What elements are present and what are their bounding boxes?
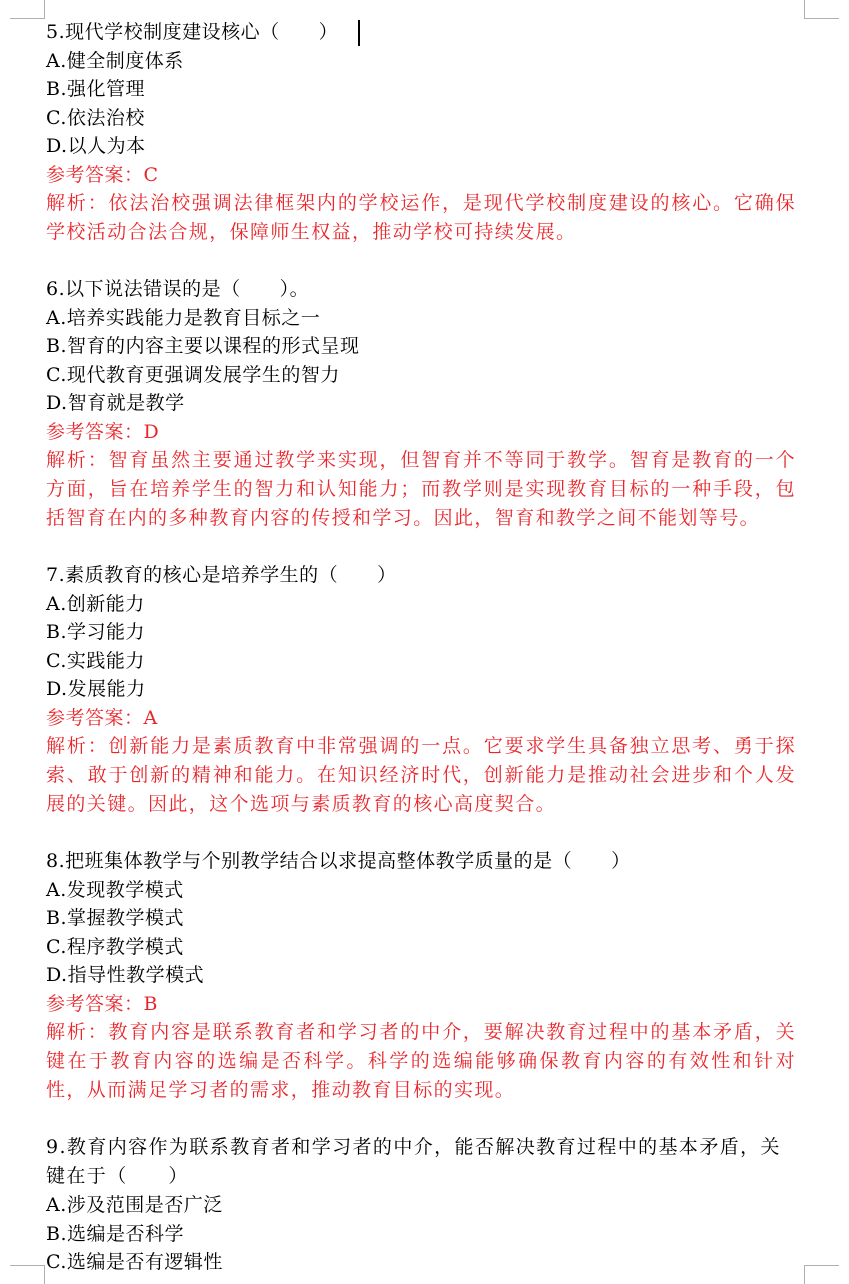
analysis-paragraph: 解析：创新能力是素质教育中非常强调的一点。它要求学生具备独立思考、勇于探索、敢于创新的精神和能力。在知识经济时代，创新能力是推动社会进步和个人发展的关键。因此，这个选项与素质教育的核心高度契合。: [46, 735, 796, 815]
option-c: C.选编是否有逻辑性: [46, 1251, 223, 1273]
question-5: [46, 18, 796, 247]
answer-line: 参考答案：A: [46, 706, 158, 729]
question-stem: 8.把班集体教学与个别教学结合以求提高整体教学质量的是（ ）: [46, 850, 631, 872]
analysis-paragraph: 解析：依法治校强调法律框架内的学校运作，是现代学校制度建设的核心。它确保学校活动合法合规，保障师生权益，推动学校可持续发展。: [46, 192, 796, 243]
option-b: B.掌握教学模式: [46, 907, 185, 929]
analysis-paragraph: 解析：智育虽然主要通过教学来实现，但智育并不等同于教学。智育是教育的一个方面，旨在培养学生的智力和认知能力；而教学则是实现教育目标的一种手段，包括智育在内的多种教育内容的传授和学习。因此，智育和教学之间不能划等号。: [46, 449, 796, 529]
page-corner-mark-top-right: [804, 0, 839, 19]
page-corner-mark-bottom-right: [804, 1265, 839, 1284]
option-d: D.指导性教学模式: [46, 964, 205, 986]
option-b: B.学习能力: [46, 621, 146, 643]
question-6: [46, 275, 796, 533]
option-d: D.以人为本: [46, 135, 146, 157]
option-b: B.智育的内容主要以课程的形式呈现: [46, 335, 360, 357]
question-stem: 7.素质教育的核心是培养学生的（ ）: [46, 564, 397, 586]
option-c: C.依法治校: [46, 106, 145, 129]
option-a: A.涉及范围是否广泛: [46, 1194, 223, 1216]
option-a: A.创新能力: [46, 592, 145, 615]
question-7: [46, 561, 796, 819]
answer-line: 参考答案：C: [46, 163, 159, 186]
question-stem: 9.教育内容作为联系教育者和学习者的中介，能否解决教育过程中的基本矛盾，关键在于（ ）: [46, 1136, 781, 1187]
page-corner-mark-bottom-left: [10, 1265, 45, 1284]
option-c: C.现代教育更强调发展学生的智力: [46, 363, 340, 386]
option-c: C.程序教学模式: [46, 935, 184, 958]
question-stem: 6.以下说法错误的是（ ）。: [46, 278, 310, 300]
answer-line: 参考答案：D: [46, 420, 160, 443]
option-d: D.发展能力: [46, 678, 146, 700]
option-b: B.选编是否科学: [46, 1222, 185, 1245]
document-body[interactable]: [46, 18, 796, 1277]
analysis-paragraph: 解析：教育内容是联系教育者和学习者的中介，要解决教育过程中的基本矛盾，关键在于教育内容的选编是否科学。科学的选编能够确保教育内容的有效性和针对性，从而满足学习者的需求，推动教育目标的实现。: [46, 1021, 796, 1101]
page-corner-mark-top-left: [10, 0, 45, 19]
question-9: [46, 1133, 796, 1277]
option-c: C.实践能力: [46, 649, 145, 672]
option-b: B.强化管理: [46, 78, 146, 100]
question-8: [46, 847, 796, 1105]
option-a: A.发现教学模式: [46, 878, 184, 901]
option-a: A.健全制度体系: [46, 49, 184, 72]
answer-line: 参考答案：B: [46, 992, 158, 1015]
option-d: D.智育就是教学: [46, 392, 185, 414]
option-a: A.培养实践能力是教育目标之一: [46, 306, 321, 329]
question-stem: 5.现代学校制度建设核心（ ）: [46, 21, 339, 43]
